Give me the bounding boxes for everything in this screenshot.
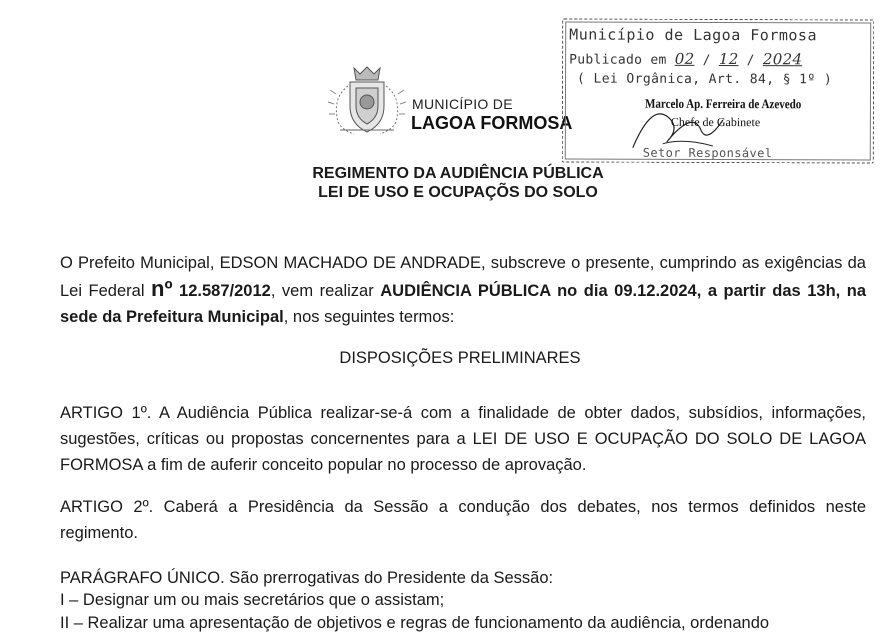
stamp-date-month: 12 [718, 50, 739, 69]
sole-paragraph: PARÁGRAFO ÚNICO. São prerrogativas do Presidente da Sessão: [60, 569, 554, 587]
stamp-published-line: Publicado em 02 / 12 / 2024 [569, 49, 803, 69]
article-2: ARTIGO 2º. Caberá a Presidência da Sessão a condução dos debates, nos termos definidos neste regimento. [60, 498, 866, 542]
stamp-date-day: 02 [674, 49, 695, 68]
stamp-published-label: Publicado em [569, 52, 667, 68]
document-subtitle: LEI DE USO E OCUPAÇÕS DO SOLO [318, 184, 598, 201]
municipality-label: MUNICÍPIO DE [412, 96, 513, 112]
intro-text-3: , nos seguintes termos: [283, 308, 455, 326]
signer-role: Chefe de Gabinete [670, 114, 761, 130]
municipality-name: LAGOA FORMOSA [411, 113, 573, 133]
intro-text-1: O Prefeito Municipal, EDSON MACHADO DE ANDRADE, subscreve o presente, cumprindo as exigências da Lei Federal [60, 254, 866, 300]
section-heading: DISPOSIÇÕES PRELIMINARES [339, 349, 581, 367]
document-title: REGIMENTO DA AUDIÊNCIA PÚBLICA [312, 165, 604, 182]
stamp-legal-reference: ( Lei Orgânica, Art. 84, § 1º ) [577, 71, 833, 88]
stamp-responsible-sector: Setor Responsável [642, 145, 773, 161]
article-1: ARTIGO 1º. A Audiência Pública realizar-se-á com a finalidade de obter dados, subsídios, informações, sugestões, críticas ou propostas concernentes para a LEI DE USO E OCUPAÇÃO DO SOLO DE LAGOA FORMOSA a fim de auferir conceito popular no processo de aprovação. [60, 404, 866, 474]
intro-paragraph [60, 250, 866, 330]
publication-stamp [562, 18, 875, 163]
intro-text-2: , vem realizar [270, 282, 381, 300]
stamp-municipality: Município de Lagoa Formosa [569, 25, 818, 45]
intro-hearing-details: AUDIÊNCIA PÚBLICA no dia 09.12.2024, a partir das 13h, na sede da Prefeitura Municipal [60, 282, 867, 326]
list-item-i: I – Designar um ou mais secretários que o assistam; [60, 591, 445, 609]
intro-number-sign: nº [151, 276, 173, 301]
list-item-ii: II – Realizar uma apresentação de objetivos e regras de funcionamento da audiência, ordenando [60, 614, 770, 632]
signer-name: Marcelo Ap. Ferreira de Azevedo [644, 95, 802, 112]
intro-law-number: 12.587/2012 [172, 282, 271, 300]
coat-of-arms-icon [326, 64, 408, 138]
stamp-date-year: 2024 [762, 50, 803, 69]
